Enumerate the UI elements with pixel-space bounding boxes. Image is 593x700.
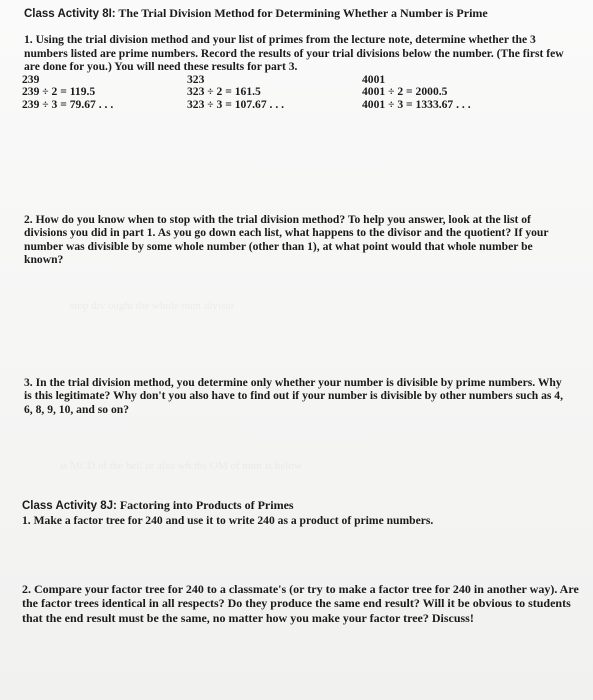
division-line: 323 ÷ 2 = 161.5 bbox=[187, 85, 261, 99]
number-column-4001 bbox=[362, 74, 471, 112]
question-2-text: 2. How do you know when to stop with the trial division method? To help you answer, look at the list of divisions you did in part 1. As you go down each list, what happens to the divisor and the quotient? If your number was divisible by some whole number (other than 1), at what point would that whole number be known? bbox=[24, 213, 549, 267]
division-line: 239 ÷ 3 = 79.67 . . . bbox=[22, 97, 114, 111]
division-line: 323 ÷ 3 = 107.67 . . . bbox=[187, 97, 285, 111]
division-line: 4001 ÷ 2 = 2000.5 bbox=[362, 85, 448, 99]
column-number: 323 bbox=[187, 72, 205, 86]
activity-8j-heading: Factoring into Products of Primes bbox=[116, 498, 294, 512]
activity-8i-label: Class Activity 8I: bbox=[24, 8, 116, 20]
activity-8j-label: Class Activity 8J: bbox=[22, 500, 117, 512]
column-number: 239 bbox=[22, 72, 40, 86]
question-1-instructions: 1. Using the trial division method and your list of primes from the lecture note, determine whether the 3 numbers listed are prime numbers. Record the results of your trial divisions below the number. (The first few are done for you.) You will need these results for part 3. bbox=[24, 33, 564, 74]
number-column-239 bbox=[22, 74, 113, 112]
activity-8i-heading: The Trial Division Method for Determining Whether a Number is Prime bbox=[115, 6, 488, 20]
activity-8j-title bbox=[22, 499, 294, 513]
factor-tree-question-2: 2. Compare your factor tree for 240 to a classmate's (or try to make a factor tree for 240 in another way). Are the factor trees identical in all respects? Do they produce the same end result? Will it be obvious to students that the end result must be the same, no matter how you make your factor tree? Discuss! bbox=[22, 582, 579, 625]
division-line: 239 ÷ 2 = 119.5 bbox=[22, 85, 96, 99]
trial-division-work bbox=[22, 74, 582, 118]
division-line: 4001 ÷ 3 = 1333.67 . . . bbox=[362, 97, 471, 111]
show-through-text: stop div ought the whole num divisor bbox=[70, 300, 235, 312]
show-through-text: is MCD of the bell or also wh the OM of num is below bbox=[60, 460, 302, 472]
factor-tree-question-1: 1. Make a factor tree for 240 and use it to write 240 as a product of prime numbers. bbox=[22, 514, 434, 527]
number-column-323 bbox=[187, 74, 284, 112]
question-3-text: 3. In the trial division method, you determine only whether your number is divisible by prime numbers. Why is this legitimate? Why don't you also have to find out if your number is divisible by other numbers such as 4, 6, 8, 9, 10, and so on? bbox=[24, 376, 563, 416]
column-number: 4001 bbox=[362, 72, 386, 86]
activity-8i-title bbox=[24, 7, 582, 21]
